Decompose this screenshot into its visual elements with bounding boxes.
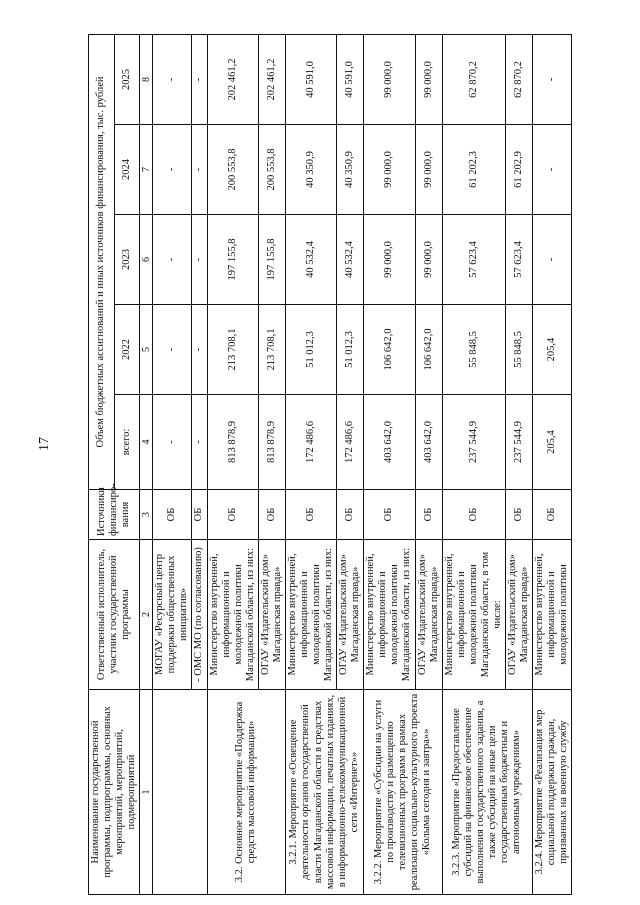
value-2023: 57 623,4 <box>442 215 505 305</box>
executor-cell: Министерство внутренней, информационной и молодежной политики <box>533 540 572 690</box>
value-2023: - <box>533 215 572 305</box>
source-cell: ОБ <box>415 490 442 540</box>
value-2024: - <box>192 125 207 215</box>
value-2023: - <box>153 215 192 305</box>
page-number: 17 <box>37 437 52 451</box>
value-total: 813 878,9 <box>258 395 285 490</box>
program-name-cell: 3.2.2. Мероприятие «Субсидии на услуги по производству и размещению телевизионных программ в рамках реализации социально-культурного проекта «Колыма сегодня и завтра»» <box>364 690 442 895</box>
value-2024: 61 202,3 <box>442 125 505 215</box>
program-name-cell: 3.2.3. Мероприятие «Предоставление субсидий на финансовое обеспечение выполнения государственного задания, а также субсидий на иные цели государственным бюджетным и автономным учреждениям» <box>442 690 532 895</box>
executor-cell: МОГАУ «Ресурсный центр поддержки общественных инициатив» <box>153 540 192 690</box>
table-row <box>533 34 572 894</box>
value-2024: - <box>533 125 572 215</box>
executor-cell: Министерство внутренней, информационной и молодежной политики Магаданской области, в том числе: <box>442 540 505 690</box>
column-index: 3 <box>140 490 153 540</box>
value-2025: 40 591,0 <box>337 34 364 124</box>
source-cell: ОБ <box>364 490 415 540</box>
column-index: 4 <box>140 395 153 490</box>
header-executor: Ответственный исполнитель, участник государственной программы <box>89 540 140 690</box>
value-2024: 40 350,9 <box>285 125 336 215</box>
value-total: - <box>153 395 192 490</box>
value-2022: - <box>192 305 207 395</box>
value-2024: - <box>153 125 192 215</box>
value-total: 813 878,9 <box>207 395 258 490</box>
header-total: всего: <box>114 395 140 490</box>
source-cell: ОБ <box>207 490 258 540</box>
program-name-cell: 3.2.4. Мероприятие «Реализация мер социальной поддержки граждан, призванных на военную службу <box>533 690 572 895</box>
value-2022: 213 708,1 <box>207 305 258 395</box>
value-2025: 202 461,2 <box>207 34 258 124</box>
source-cell: ОБ <box>442 490 505 540</box>
value-2022: 213 708,1 <box>258 305 285 395</box>
executor-cell: Министерство внутренней, информационной и молодежной политики Магаданской области, из них: <box>364 540 415 690</box>
value-total: 403 642,0 <box>415 395 442 490</box>
value-2023: 197 155,8 <box>258 215 285 305</box>
value-total: 237 544,9 <box>505 395 532 490</box>
value-2024: 99 000,0 <box>364 125 415 215</box>
executor-cell: ОГАУ «Издательский дом» Магаданская правда» <box>415 540 442 690</box>
value-2025: 99 000,0 <box>415 34 442 124</box>
value-2024: 200 553,8 <box>258 125 285 215</box>
value-2025: 62 870,2 <box>442 34 505 124</box>
column-index: 6 <box>140 215 153 305</box>
executor-cell: Министерство внутренней, информационной и молодежной политики Магаданской области, из них: <box>285 540 336 690</box>
value-2022: 55 848,5 <box>505 305 532 395</box>
executor-cell: ОГАУ «Издательский дом» Магаданская правда» <box>258 540 285 690</box>
executor-cell: ОГАУ «Издательский дом» Магаданская правда» <box>337 540 364 690</box>
value-2025: 99 000,0 <box>364 34 415 124</box>
header-source: Источники финансиро-вания <box>89 490 140 540</box>
document-sheet <box>88 15 628 895</box>
source-cell: ОБ <box>192 490 207 540</box>
value-2022: 51 012,3 <box>337 305 364 395</box>
column-index: 1 <box>140 690 153 895</box>
header-year-2023: 2023 <box>114 215 140 305</box>
value-2023: 40 532,4 <box>285 215 336 305</box>
table-row <box>442 34 505 894</box>
table-row <box>364 34 415 894</box>
value-2024: 99 000,0 <box>415 125 442 215</box>
value-2022: - <box>153 305 192 395</box>
value-2022: 106 642,0 <box>364 305 415 395</box>
column-index: 2 <box>140 540 153 690</box>
value-2025: - <box>192 34 207 124</box>
program-name-cell: 3.2. Основное мероприятие «Поддержка средств массовой информации» <box>207 690 285 895</box>
program-name-cell: 3.2.1. Мероприятие «Освещение деятельности органов государственной власти Магаданской области в средствах массовой информации, печатных изданиях, в информационно-телекоммуникационной сети «Интернет»» <box>285 690 363 895</box>
source-cell: ОБ <box>337 490 364 540</box>
header-year-2025: 2025 <box>114 34 140 124</box>
program-name-cell <box>153 690 207 895</box>
value-2023: 99 000,0 <box>415 215 442 305</box>
value-total: 237 544,9 <box>442 395 505 490</box>
table-row <box>153 34 192 894</box>
table-row <box>207 34 258 894</box>
value-2025: 62 870,2 <box>505 34 532 124</box>
value-2022: 205,4 <box>533 305 572 395</box>
header-year-2022: 2022 <box>114 305 140 395</box>
value-2022: 106 642,0 <box>415 305 442 395</box>
value-total: 172 486,6 <box>285 395 336 490</box>
value-total: 403 642,0 <box>364 395 415 490</box>
source-cell: ОБ <box>258 490 285 540</box>
value-2024: 61 202,9 <box>505 125 532 215</box>
value-2025: - <box>533 34 572 124</box>
value-2023: 99 000,0 <box>364 215 415 305</box>
column-index: 7 <box>140 125 153 215</box>
executor-cell: ОГАУ «Издательский дом» Магаданская правда» <box>505 540 532 690</box>
source-cell: ОБ <box>533 490 572 540</box>
value-total: 205,4 <box>533 395 572 490</box>
executor-cell: - ОМС МО (по согласованию) <box>192 540 207 690</box>
column-index-row <box>140 34 153 894</box>
source-cell: ОБ <box>153 490 192 540</box>
header-program-name: Наименование государственной программы, подпрограммы, основных мероприятий, мероприятий, подмероприятий <box>89 690 140 895</box>
table-row <box>285 34 336 894</box>
value-2023: 40 532,4 <box>337 215 364 305</box>
value-2024: 200 553,8 <box>207 125 258 215</box>
value-total: 172 486,6 <box>337 395 364 490</box>
value-2025: 202 461,2 <box>258 34 285 124</box>
value-2023: - <box>192 215 207 305</box>
value-2025: 40 591,0 <box>285 34 336 124</box>
value-2022: 51 012,3 <box>285 305 336 395</box>
financing-table <box>88 34 572 895</box>
header-year-2024: 2024 <box>114 125 140 215</box>
header-funding-group: Объем бюджетных ассигнований и иных источников финансирования, тыс. рублей <box>89 34 115 489</box>
executor-cell: Министерство внутренней, информационной и молодежной политики Магаданской области, из них: <box>207 540 258 690</box>
value-total: - <box>192 395 207 490</box>
source-cell: ОБ <box>505 490 532 540</box>
column-index: 8 <box>140 34 153 124</box>
value-2025: - <box>153 34 192 124</box>
value-2023: 197 155,8 <box>207 215 258 305</box>
source-cell: ОБ <box>285 490 336 540</box>
value-2024: 40 350,9 <box>337 125 364 215</box>
value-2022: 55 848,5 <box>442 305 505 395</box>
column-index: 5 <box>140 305 153 395</box>
value-2023: 57 623,4 <box>505 215 532 305</box>
